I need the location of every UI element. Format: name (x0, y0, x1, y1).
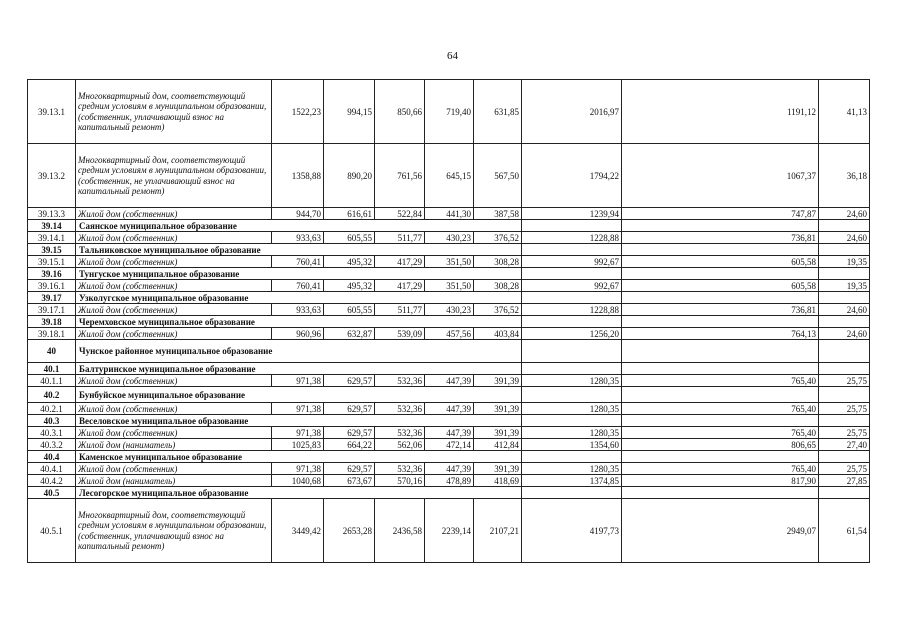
value-cell: 1358,88 (272, 144, 324, 208)
value-cell: 605,58 (622, 280, 819, 292)
value-cell: 25,75 (819, 427, 870, 439)
value-cell: 1354,60 (522, 439, 622, 451)
row-code: 40.5 (28, 487, 76, 499)
empty-cell (622, 268, 819, 280)
value-cell: 605,55 (324, 232, 375, 244)
value-cell: 539,09 (375, 328, 425, 340)
section-title: Саянское муниципальное образование (76, 220, 522, 232)
page-number: 64 (447, 50, 458, 62)
value-cell: 447,39 (425, 427, 474, 439)
section-row (28, 387, 870, 403)
empty-cell (819, 415, 870, 427)
section-row (28, 451, 870, 463)
value-cell: 944,70 (272, 208, 324, 220)
table-row (28, 304, 870, 316)
table-body (28, 80, 870, 563)
row-code: 40.4.2 (28, 475, 76, 487)
empty-cell (819, 244, 870, 256)
value-cell: 971,38 (272, 427, 324, 439)
table-row (28, 232, 870, 244)
value-cell: 4197,73 (522, 499, 622, 563)
value-cell: 1228,88 (522, 304, 622, 316)
value-cell: 376,52 (474, 232, 522, 244)
empty-cell (819, 340, 870, 363)
value-cell: 736,81 (622, 304, 819, 316)
value-cell: 632,87 (324, 328, 375, 340)
value-cell: 351,50 (425, 280, 474, 292)
value-cell: 992,67 (522, 256, 622, 268)
empty-cell (622, 451, 819, 463)
value-cell: 391,39 (474, 463, 522, 475)
value-cell: 2239,14 (425, 499, 474, 563)
value-cell: 850,66 (375, 80, 425, 144)
row-description: Многоквартирный дом, соответствующий средним условиям в муниципальном образовании, (собственник, уплачивающий взнос на капитальный ремонт) (76, 499, 272, 563)
section-title: Балтуринское муниципальное образование (76, 363, 522, 375)
row-code: 39.16.1 (28, 280, 76, 292)
table-row (28, 475, 870, 487)
value-cell: 387,58 (474, 208, 522, 220)
value-cell: 522,84 (375, 208, 425, 220)
section-row (28, 268, 870, 280)
empty-cell (522, 363, 622, 375)
row-code: 39.13.2 (28, 144, 76, 208)
value-cell: 532,36 (375, 403, 425, 415)
value-cell: 2436,58 (375, 499, 425, 563)
value-cell: 1374,85 (522, 475, 622, 487)
row-description: Жилой дом (собственник) (76, 463, 272, 475)
value-cell: 1522,23 (272, 80, 324, 144)
value-cell: 747,87 (622, 208, 819, 220)
value-cell: 2016,97 (522, 80, 622, 144)
section-row (28, 340, 870, 363)
value-cell: 27,40 (819, 439, 870, 451)
table-row (28, 439, 870, 451)
value-cell: 24,60 (819, 208, 870, 220)
value-cell: 495,32 (324, 256, 375, 268)
value-cell: 933,63 (272, 232, 324, 244)
value-cell: 992,67 (522, 280, 622, 292)
value-cell: 472,14 (425, 439, 474, 451)
value-cell: 511,77 (375, 304, 425, 316)
value-cell: 36,18 (819, 144, 870, 208)
value-cell: 532,36 (375, 427, 425, 439)
table-row (28, 256, 870, 268)
value-cell: 1280,35 (522, 463, 622, 475)
empty-cell (622, 363, 819, 375)
row-description: Жилой дом (собственник) (76, 403, 272, 415)
value-cell: 765,40 (622, 463, 819, 475)
value-cell: 391,39 (474, 403, 522, 415)
value-cell: 736,81 (622, 232, 819, 244)
table-row (28, 499, 870, 563)
value-cell: 19,35 (819, 256, 870, 268)
value-cell: 765,40 (622, 375, 819, 387)
value-cell: 933,63 (272, 304, 324, 316)
empty-cell (819, 268, 870, 280)
value-cell: 457,56 (425, 328, 474, 340)
empty-cell (819, 316, 870, 328)
value-cell: 629,57 (324, 403, 375, 415)
value-cell: 806,65 (622, 439, 819, 451)
value-cell: 447,39 (425, 375, 474, 387)
row-code: 40.4 (28, 451, 76, 463)
value-cell: 391,39 (474, 375, 522, 387)
empty-cell (622, 220, 819, 232)
table-row (28, 463, 870, 475)
section-row (28, 415, 870, 427)
value-cell: 61,54 (819, 499, 870, 563)
section-row (28, 292, 870, 304)
value-cell: 417,29 (375, 280, 425, 292)
row-code: 40.2 (28, 387, 76, 403)
value-cell: 562,06 (375, 439, 425, 451)
value-cell: 532,36 (375, 463, 425, 475)
row-description: Жилой дом (собственник) (76, 328, 272, 340)
section-title: Каменское муниципальное образование (76, 451, 522, 463)
value-cell: 629,57 (324, 375, 375, 387)
row-description: Многоквартирный дом, соответствующий средним условиям в муниципальном образовании, (собственник, не уплачивающий взнос на капитальный ремонт) (76, 144, 272, 208)
row-code: 40.1 (28, 363, 76, 375)
value-cell: 605,58 (622, 256, 819, 268)
row-description: Жилой дом (наниматель) (76, 439, 272, 451)
value-cell: 567,50 (474, 144, 522, 208)
row-code: 39.18.1 (28, 328, 76, 340)
row-code: 40.3 (28, 415, 76, 427)
empty-cell (819, 387, 870, 403)
section-title: Лесогорское муниципальное образование (76, 487, 522, 499)
row-code: 39.14 (28, 220, 76, 232)
row-code: 39.13.3 (28, 208, 76, 220)
row-description: Жилой дом (собственник) (76, 375, 272, 387)
value-cell: 391,39 (474, 427, 522, 439)
section-row (28, 220, 870, 232)
value-cell: 25,75 (819, 403, 870, 415)
value-cell: 605,55 (324, 304, 375, 316)
value-cell: 971,38 (272, 375, 324, 387)
value-cell: 418,69 (474, 475, 522, 487)
value-cell: 1040,68 (272, 475, 324, 487)
value-cell: 511,77 (375, 232, 425, 244)
value-cell: 1256,20 (522, 328, 622, 340)
row-description: Жилой дом (собственник) (76, 232, 272, 244)
value-cell: 1280,35 (522, 375, 622, 387)
value-cell: 1239,94 (522, 208, 622, 220)
row-description: Жилой дом (собственник) (76, 208, 272, 220)
value-cell: 645,15 (425, 144, 474, 208)
empty-cell (522, 316, 622, 328)
row-code: 40.1.1 (28, 375, 76, 387)
empty-cell (819, 292, 870, 304)
row-code: 39.18 (28, 316, 76, 328)
value-cell: 19,35 (819, 280, 870, 292)
value-cell: 760,41 (272, 280, 324, 292)
value-cell: 25,75 (819, 463, 870, 475)
empty-cell (622, 316, 819, 328)
row-description: Жилой дом (собственник) (76, 280, 272, 292)
value-cell: 994,15 (324, 80, 375, 144)
value-cell: 447,39 (425, 403, 474, 415)
section-row (28, 244, 870, 256)
row-code: 40 (28, 340, 76, 363)
row-code: 40.3.2 (28, 439, 76, 451)
value-cell: 376,52 (474, 304, 522, 316)
table-row (28, 403, 870, 415)
row-description: Жилой дом (собственник) (76, 256, 272, 268)
value-cell: 430,23 (425, 232, 474, 244)
value-cell: 24,60 (819, 328, 870, 340)
value-cell: 27,85 (819, 475, 870, 487)
value-cell: 308,28 (474, 256, 522, 268)
value-cell: 2949,07 (622, 499, 819, 563)
value-cell: 629,57 (324, 463, 375, 475)
empty-cell (622, 244, 819, 256)
section-title: Узколугское муниципальное образование (76, 292, 522, 304)
empty-cell (819, 363, 870, 375)
row-code: 40.3.1 (28, 427, 76, 439)
value-cell: 960,96 (272, 328, 324, 340)
empty-cell (819, 487, 870, 499)
section-title: Чунское районное муниципальное образование (76, 340, 522, 363)
value-cell: 495,32 (324, 280, 375, 292)
row-code: 39.16 (28, 268, 76, 280)
section-title: Тунгуское муниципальное образование (76, 268, 522, 280)
value-cell: 1228,88 (522, 232, 622, 244)
table-row (28, 80, 870, 144)
value-cell: 817,90 (622, 475, 819, 487)
value-cell: 351,50 (425, 256, 474, 268)
row-code: 40.2.1 (28, 403, 76, 415)
row-code: 39.17 (28, 292, 76, 304)
value-cell: 719,40 (425, 80, 474, 144)
value-cell: 2653,28 (324, 499, 375, 563)
table-row (28, 328, 870, 340)
value-cell: 1067,37 (622, 144, 819, 208)
value-cell: 631,85 (474, 80, 522, 144)
value-cell: 308,28 (474, 280, 522, 292)
value-cell: 2107,21 (474, 499, 522, 563)
empty-cell (522, 340, 622, 363)
value-cell: 1794,22 (522, 144, 622, 208)
value-cell: 1025,83 (272, 439, 324, 451)
section-title: Тальниковское муниципальное образование (76, 244, 522, 256)
value-cell: 41,13 (819, 80, 870, 144)
value-cell: 478,89 (425, 475, 474, 487)
row-description: Многоквартирный дом, соответствующий средним условиям в муниципальном образовании, (собственник, уплачивающий взнос на капитальный ремонт) (76, 80, 272, 144)
value-cell: 1191,12 (622, 80, 819, 144)
empty-cell (622, 387, 819, 403)
empty-cell (522, 268, 622, 280)
row-description: Жилой дом (собственник) (76, 304, 272, 316)
row-description: Жилой дом (собственник) (76, 427, 272, 439)
tariff-table (27, 79, 870, 563)
value-cell: 24,60 (819, 232, 870, 244)
value-cell: 760,41 (272, 256, 324, 268)
row-code: 39.17.1 (28, 304, 76, 316)
value-cell: 1280,35 (522, 403, 622, 415)
empty-cell (522, 220, 622, 232)
value-cell: 441,30 (425, 208, 474, 220)
value-cell: 24,60 (819, 304, 870, 316)
row-code: 39.15.1 (28, 256, 76, 268)
section-row (28, 487, 870, 499)
empty-cell (622, 340, 819, 363)
value-cell: 616,61 (324, 208, 375, 220)
value-cell: 764,13 (622, 328, 819, 340)
empty-cell (522, 415, 622, 427)
value-cell: 1280,35 (522, 427, 622, 439)
empty-cell (622, 415, 819, 427)
section-row (28, 316, 870, 328)
section-title: Веселовское муниципальное образование (76, 415, 522, 427)
value-cell: 664,22 (324, 439, 375, 451)
table-row (28, 375, 870, 387)
value-cell: 532,36 (375, 375, 425, 387)
table-row (28, 144, 870, 208)
row-code: 40.5.1 (28, 499, 76, 563)
value-cell: 3449,42 (272, 499, 324, 563)
row-code: 39.13.1 (28, 80, 76, 144)
row-code: 40.4.1 (28, 463, 76, 475)
empty-cell (522, 387, 622, 403)
value-cell: 673,67 (324, 475, 375, 487)
row-description: Жилой дом (наниматель) (76, 475, 272, 487)
value-cell: 447,39 (425, 463, 474, 475)
value-cell: 765,40 (622, 403, 819, 415)
value-cell: 971,38 (272, 463, 324, 475)
table-row (28, 427, 870, 439)
empty-cell (522, 487, 622, 499)
value-cell: 890,20 (324, 144, 375, 208)
table-row (28, 208, 870, 220)
value-cell: 403,84 (474, 328, 522, 340)
empty-cell (522, 292, 622, 304)
section-title: Бунбуйское муниципальное образование (76, 387, 522, 403)
value-cell: 417,29 (375, 256, 425, 268)
empty-cell (622, 487, 819, 499)
value-cell: 629,57 (324, 427, 375, 439)
table-row (28, 280, 870, 292)
value-cell: 412,84 (474, 439, 522, 451)
empty-cell (819, 220, 870, 232)
value-cell: 25,75 (819, 375, 870, 387)
row-code: 39.14.1 (28, 232, 76, 244)
value-cell: 761,56 (375, 144, 425, 208)
section-title: Черемховское муниципальное образование (76, 316, 522, 328)
section-row (28, 363, 870, 375)
value-cell: 765,40 (622, 427, 819, 439)
empty-cell (522, 451, 622, 463)
value-cell: 971,38 (272, 403, 324, 415)
value-cell: 430,23 (425, 304, 474, 316)
empty-cell (622, 292, 819, 304)
row-code: 39.15 (28, 244, 76, 256)
empty-cell (819, 451, 870, 463)
empty-cell (522, 244, 622, 256)
value-cell: 570,16 (375, 475, 425, 487)
